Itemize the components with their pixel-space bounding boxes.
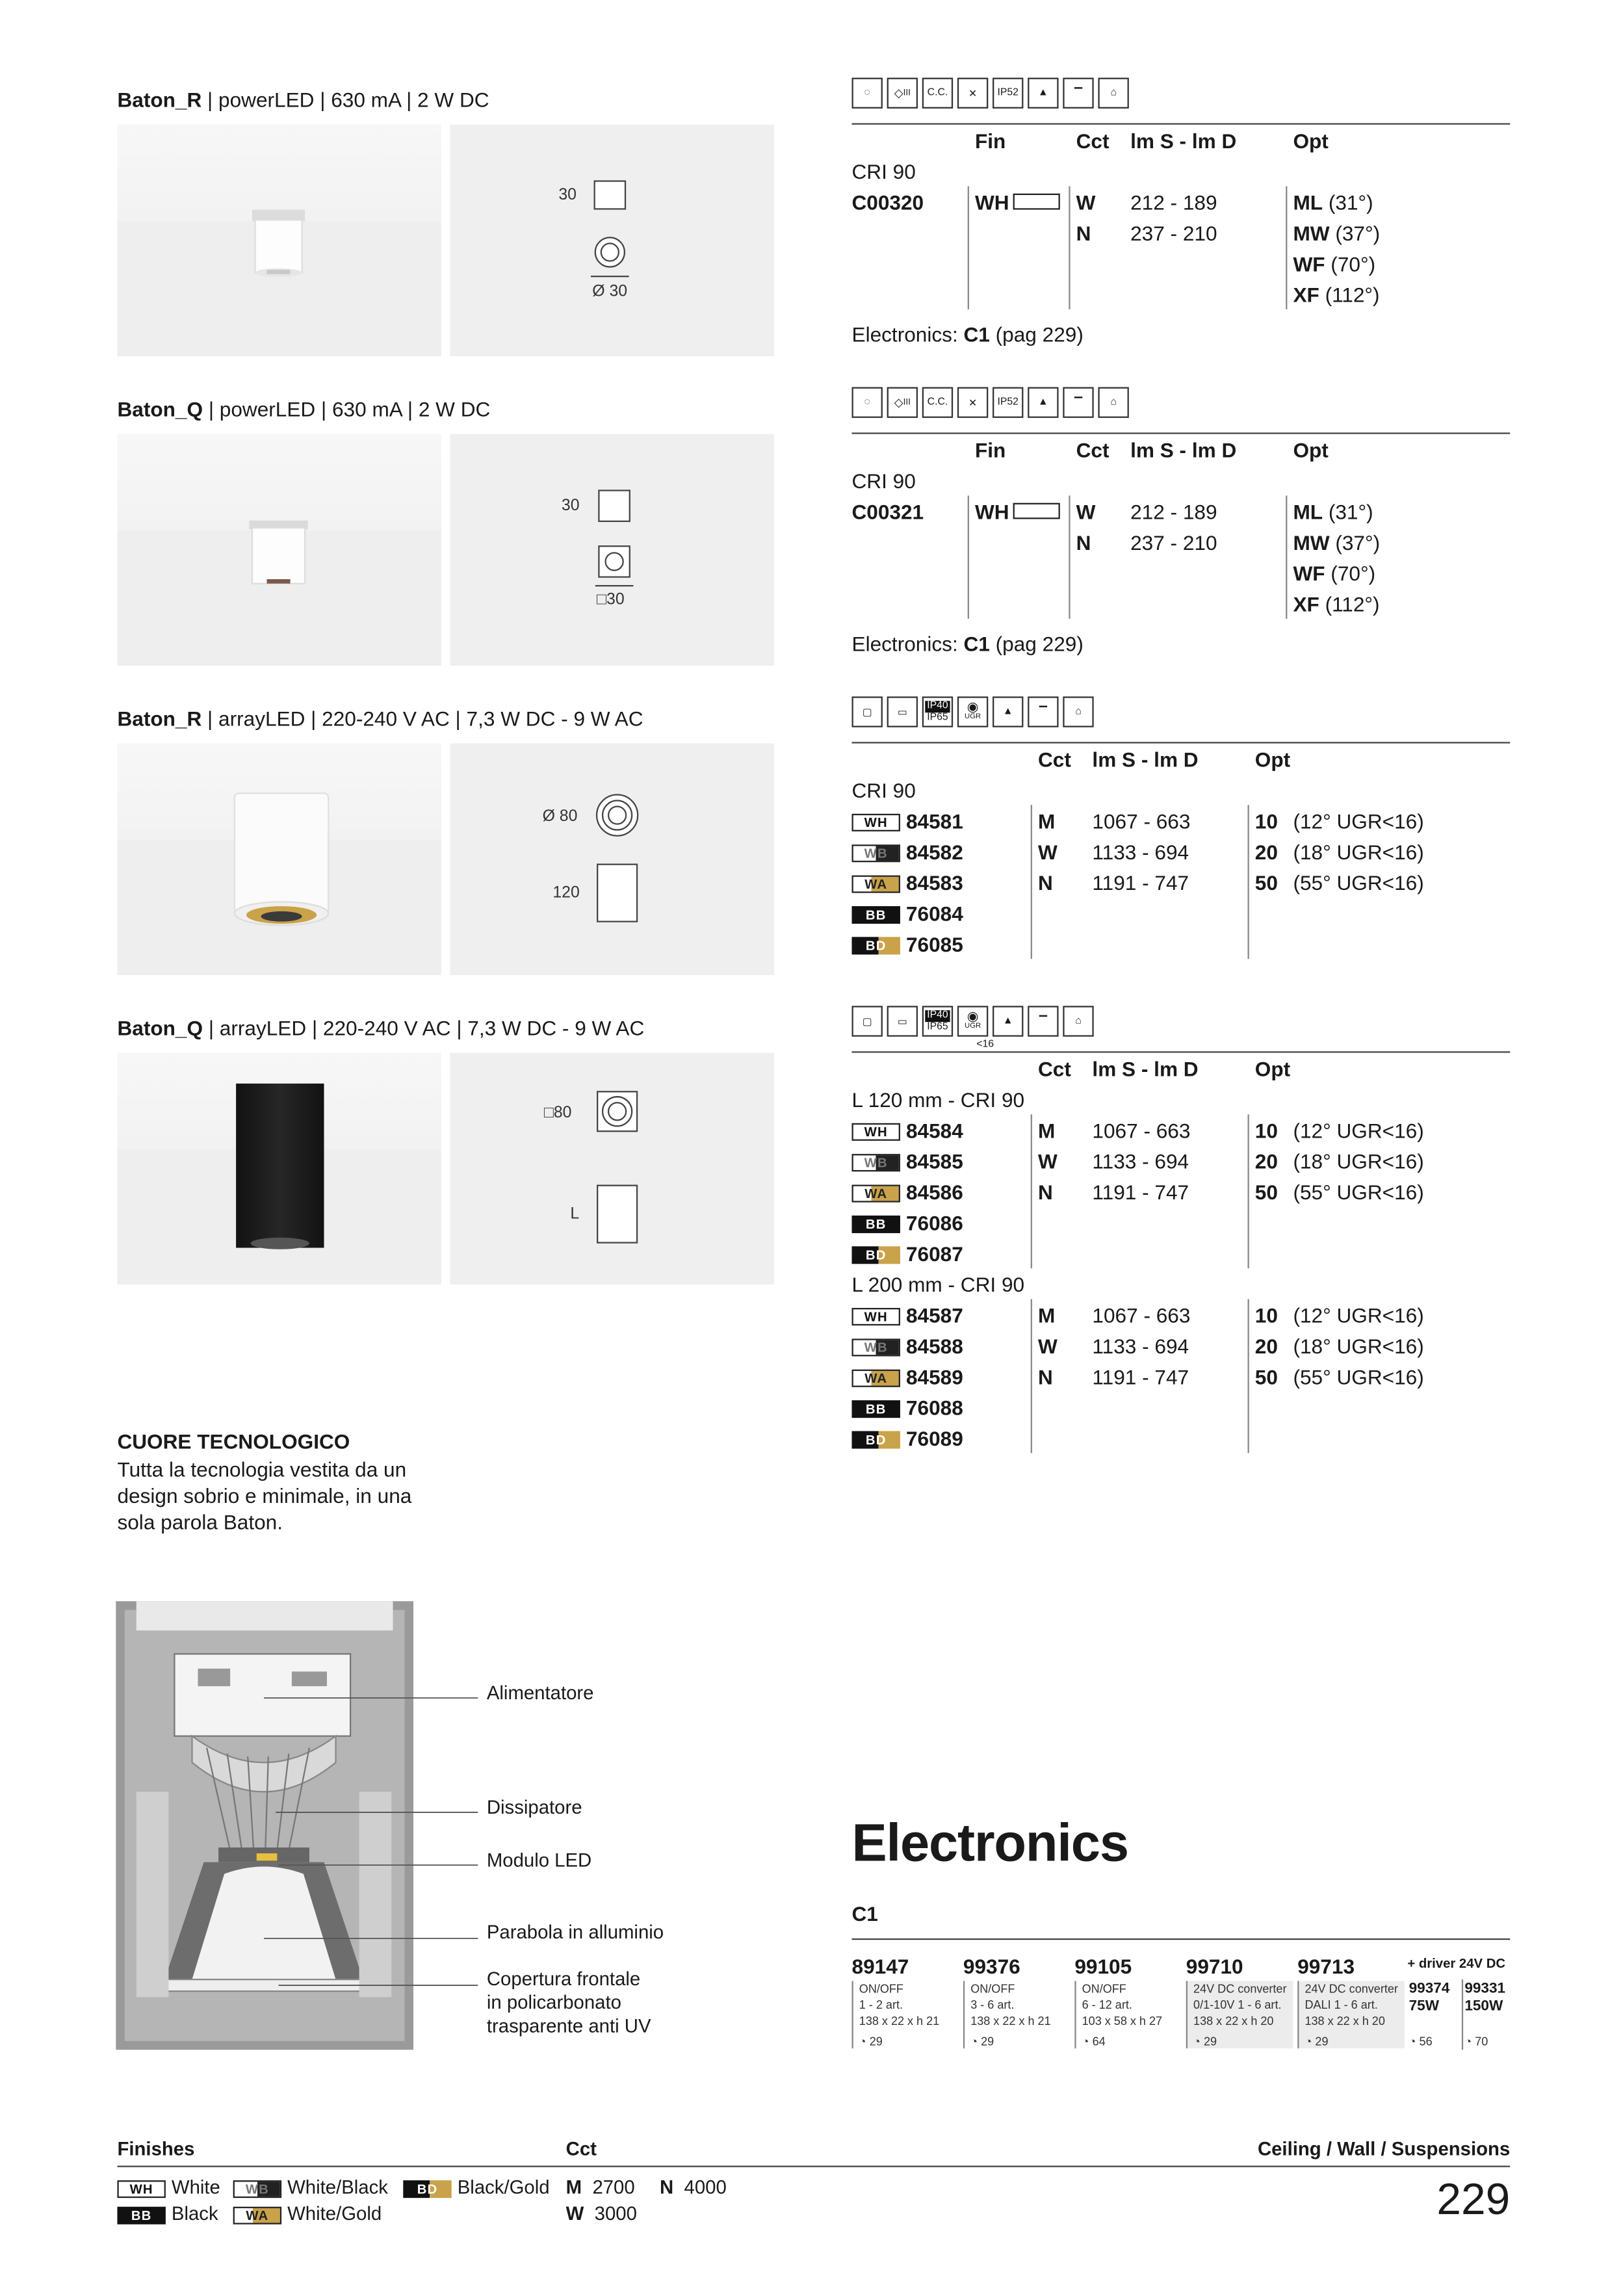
product-photo-1 xyxy=(117,125,441,356)
ip-rating-icon: IP40 IP65 xyxy=(922,1006,953,1036)
optic-code: 50 xyxy=(1254,870,1278,894)
optic-desc: (55° UGR<16) xyxy=(1293,1364,1424,1389)
electronics-ref[interactable]: Electronics: C1 (pag 229) xyxy=(851,632,1084,656)
product-name: Baton_Q xyxy=(117,397,203,421)
finish-badge-wb: WB xyxy=(233,2180,281,2198)
product-title-4 xyxy=(117,1016,644,1039)
optic-code: 20 xyxy=(1254,1334,1278,1358)
electronics-type: 24V DC converter xyxy=(1305,1982,1398,1996)
optic-wf: WF (70°) xyxy=(1293,252,1376,276)
class-iii-icon: ◇ III xyxy=(887,78,918,109)
product-code: 84584 xyxy=(905,1119,963,1143)
class-iii-icon: ◇ III xyxy=(887,387,918,417)
product-code: 84589 xyxy=(905,1364,963,1389)
electronics-size: 103 x 58 x h 27 xyxy=(1082,2015,1163,2028)
col-cct: Cct xyxy=(1037,748,1071,772)
ugr-eye-icon: ◉ UGR xyxy=(957,696,988,727)
product-code: 84587 xyxy=(905,1303,963,1327)
product-code: 84588 xyxy=(905,1334,963,1358)
dim-height: 30 xyxy=(561,497,580,515)
product-code: 76084 xyxy=(905,902,963,926)
lumen-value: 1133 - 694 xyxy=(1092,1334,1189,1358)
ceiling-mount-icon: ▔ xyxy=(1063,387,1093,417)
col-cct: Cct xyxy=(1037,1057,1071,1081)
cct-value: N xyxy=(1037,1364,1053,1389)
cct-value: W xyxy=(1037,1334,1058,1358)
col-cct: Cct xyxy=(1076,438,1110,462)
electronics-type: ON/OFF xyxy=(970,1982,1015,1996)
label-alimentatore: Alimentatore xyxy=(486,1682,594,1704)
dim-height: 120 xyxy=(552,884,580,902)
product-code: 84585 xyxy=(905,1149,963,1173)
optic-desc: (18° UGR<16) xyxy=(1293,1149,1424,1173)
group-label: L 200 mm - CRI 90 xyxy=(851,1272,1025,1296)
finish-name: White/Black xyxy=(287,2176,388,2198)
dim-diameter: Ø 80 xyxy=(542,807,578,826)
cri-label: CRI 90 xyxy=(851,159,916,183)
icon-row-4 xyxy=(852,1006,1094,1036)
optic-code: 50 xyxy=(1254,1180,1278,1204)
cct-w: W 3000 xyxy=(565,2202,637,2224)
page-number: 229 xyxy=(1436,2176,1511,2224)
cri-label: CRI 90 xyxy=(851,778,916,802)
electronics-subtitle: C1 xyxy=(851,1901,878,1925)
side-view-drawing xyxy=(598,489,630,522)
constant-current-icon: C.C. xyxy=(922,78,953,109)
finish-badge: WB xyxy=(852,1338,900,1356)
finish-badge: WA xyxy=(852,1185,900,1203)
optic-code: 10 xyxy=(1254,1303,1278,1327)
col-opt: Opt xyxy=(1293,438,1329,462)
product-name: Baton_Q xyxy=(117,1016,203,1040)
front-view-drawing xyxy=(594,236,627,268)
product-name: Baton_R xyxy=(117,88,202,112)
surface-mount-icon: ⌂ xyxy=(1063,1006,1093,1036)
cct-value: M xyxy=(1037,1303,1056,1327)
electronics-code: 99105 xyxy=(1074,1954,1132,1978)
electronics-range: 0/1-10V 1 - 6 art. xyxy=(1193,1998,1282,2012)
side-view-drawing xyxy=(594,180,627,209)
cct-value: M xyxy=(1037,809,1056,833)
label-copertura: Copertura frontale in policarbonato trasparente anti UV xyxy=(486,1968,651,2037)
dim-diameter: Ø 30 xyxy=(592,283,628,301)
lumen-value: 1067 - 663 xyxy=(1092,1303,1191,1327)
optic-desc: (55° UGR<16) xyxy=(1293,1180,1424,1204)
page-ref: ◔ 29 xyxy=(1305,2035,1329,2049)
optic-ml: ML (31°) xyxy=(1293,500,1373,524)
cct-value: W xyxy=(1076,190,1096,215)
square-icon: ▢ xyxy=(852,696,883,727)
cuore-title: CUORE TECNOLOGICO xyxy=(117,1429,350,1454)
lumen-value: 1191 - 747 xyxy=(1092,1180,1189,1204)
product-code: 84581 xyxy=(905,809,963,833)
dim-side: □80 xyxy=(543,1104,572,1122)
page-ref: ◔ 29 xyxy=(970,2035,994,2049)
no-cover-icon: ✕ xyxy=(957,78,988,109)
col-opt: Opt xyxy=(1254,748,1291,772)
label-modulo-led: Modulo LED xyxy=(486,1849,592,1872)
optic-desc: (12° UGR<16) xyxy=(1293,1303,1424,1327)
electronics-code: 99376 xyxy=(963,1954,1020,1978)
surface-mount-icon: ⌂ xyxy=(1098,78,1128,109)
ugr-eye-icon: ◉ UGR xyxy=(957,1006,988,1036)
col-opt: Opt xyxy=(1293,129,1329,153)
downlight-icon: ▲ xyxy=(1028,387,1058,417)
electronics-title: Electronics xyxy=(851,1812,1128,1873)
downlight-icon: ▲ xyxy=(1028,78,1058,109)
cct-n: N 4000 xyxy=(660,2176,727,2198)
electronics-type: ON/OFF xyxy=(859,1982,903,1996)
col-opt: Opt xyxy=(1254,1057,1291,1081)
product-code: 76089 xyxy=(905,1426,963,1450)
lumen-value: 1133 - 694 xyxy=(1092,840,1189,864)
cct-value: N xyxy=(1037,1180,1053,1204)
electronics-type: 24V DC converter xyxy=(1193,1982,1287,1996)
ip52-icon: IP52 xyxy=(993,387,1023,417)
page-ref: ◔ 29 xyxy=(859,2035,883,2049)
group-label: L 120 mm - CRI 90 xyxy=(851,1088,1025,1112)
product-drawing-4 xyxy=(450,1053,773,1285)
electronics-ref[interactable]: Electronics: C1 (pag 229) xyxy=(851,322,1084,346)
optic-code: 50 xyxy=(1254,1364,1278,1389)
optic-desc: (18° UGR<16) xyxy=(1293,840,1424,864)
ugr-note: <16 xyxy=(976,1039,994,1050)
cct-value: W xyxy=(1076,500,1096,524)
icon-row-1 xyxy=(852,78,1129,109)
lumen-value: 212 - 189 xyxy=(1130,190,1217,215)
finish-name: Black/Gold xyxy=(457,2176,550,2198)
page-ref: ◔ 64 xyxy=(1082,2035,1106,2049)
square-fixture-small-image xyxy=(240,519,317,592)
electronics-range: 1 - 2 art. xyxy=(859,1998,903,2012)
electronics-type: ON/OFF xyxy=(1082,1982,1126,1996)
finish-badge: WA xyxy=(852,1370,900,1387)
finish-badge: BB xyxy=(852,906,900,924)
lumen-value: 1067 - 663 xyxy=(1092,809,1191,833)
cri-label: CRI 90 xyxy=(851,469,916,493)
surface-mount-icon: ⌂ xyxy=(1098,387,1128,417)
driver-label: + driver 24V DC xyxy=(1407,1955,1506,1971)
finish-code: WH xyxy=(974,500,1009,524)
dim-height: 30 xyxy=(558,186,577,204)
product-code: C00321 xyxy=(851,500,924,524)
ceiling-mount-icon: ▔ xyxy=(1028,696,1058,727)
product-name: Baton_R xyxy=(117,707,202,731)
icon-row-2 xyxy=(852,387,1129,417)
finish-badge-bb: BB xyxy=(117,2207,165,2224)
round-fixture-large-image xyxy=(223,787,340,934)
product-title-3 xyxy=(117,707,643,730)
optic-mw: MW (37°) xyxy=(1293,221,1381,245)
finish-badge: WB xyxy=(852,1154,900,1171)
product-drawing-2 xyxy=(450,434,773,666)
driver-code: 99331 xyxy=(1464,1981,1506,1998)
dim-length: L xyxy=(570,1205,580,1223)
product-drawing-1 xyxy=(450,125,773,356)
finish-badge-bd: BD xyxy=(403,2180,451,2198)
driver-icon: ▭ xyxy=(887,696,918,727)
cable-icon: ◌ xyxy=(852,387,883,417)
col-fin: Fin xyxy=(974,438,1006,462)
finish-badge-wa: WA xyxy=(233,2207,281,2224)
ip52-icon: IP52 xyxy=(993,78,1023,109)
front-view-drawing xyxy=(598,545,630,578)
finish-badge: WB xyxy=(852,844,900,862)
electronics-range: 3 - 6 art. xyxy=(970,1998,1015,2012)
product-code: 76086 xyxy=(905,1211,963,1235)
page-ref: ◔ 56 xyxy=(1409,2035,1433,2049)
product-code: 84586 xyxy=(905,1180,963,1204)
product-photo-3 xyxy=(117,744,441,975)
electronics-size: 138 x 22 x h 21 xyxy=(859,2015,940,2028)
col-cct: Cct xyxy=(1076,129,1110,153)
lumen-value: 1191 - 747 xyxy=(1092,870,1189,894)
side-view-drawing xyxy=(597,864,638,922)
product-code: 84582 xyxy=(905,840,963,864)
finish-badge: BB xyxy=(852,1400,900,1418)
ceiling-mount-icon: ▔ xyxy=(1063,78,1093,109)
col-lm: lm S - lm D xyxy=(1130,438,1237,462)
square-icon: ▢ xyxy=(852,1006,883,1036)
cct-value: W xyxy=(1037,1149,1058,1173)
product-code: C00320 xyxy=(851,190,924,215)
product-title-2 xyxy=(117,397,490,421)
driver-watt: 75W xyxy=(1409,1998,1440,2015)
finish-badge: WA xyxy=(852,876,900,893)
no-cover-icon: ✕ xyxy=(957,387,988,417)
product-photo-2 xyxy=(117,434,441,666)
surface-mount-icon: ⌂ xyxy=(1063,696,1093,727)
optic-code: 10 xyxy=(1254,809,1278,833)
product-spec: | arrayLED | 220-240 V AC | 7,3 W DC - 9 W AC xyxy=(201,707,643,731)
optic-ml: ML (31°) xyxy=(1293,190,1373,215)
front-view-drawing xyxy=(597,1091,638,1132)
finish-badge: WH xyxy=(852,814,900,831)
product-code: 76088 xyxy=(905,1396,963,1420)
square-fixture-black-image xyxy=(231,1079,328,1262)
finish-name: Black xyxy=(171,2202,218,2224)
side-view-drawing xyxy=(597,1185,638,1244)
cct-value: N xyxy=(1076,530,1091,554)
lumen-value: 1191 - 747 xyxy=(1092,1364,1189,1389)
page-ref: ◔ 70 xyxy=(1464,2035,1488,2049)
finish-swatch-white xyxy=(1013,194,1060,210)
category-title: Ceiling / Wall / Suspensions xyxy=(1257,2137,1511,2160)
ceiling-mount-icon: ▔ xyxy=(1028,1006,1058,1036)
optic-desc: (12° UGR<16) xyxy=(1293,809,1424,833)
electronics-code: 99713 xyxy=(1297,1954,1355,1978)
electronics-size: 138 x 22 x h 21 xyxy=(970,2015,1051,2028)
downlight-icon: ▲ xyxy=(993,1006,1023,1036)
finish-swatch-white xyxy=(1013,503,1060,519)
driver-watt: 150W xyxy=(1464,1998,1503,2015)
finish-badge: WH xyxy=(852,1123,900,1141)
lumen-value: 1067 - 663 xyxy=(1092,1119,1191,1143)
col-lm: lm S - lm D xyxy=(1092,748,1199,772)
downlight-icon: ▲ xyxy=(993,696,1023,727)
lumen-value: 237 - 210 xyxy=(1130,221,1217,245)
finish-badge: BD xyxy=(852,1246,900,1264)
cct-value: N xyxy=(1037,870,1053,894)
icon-row-3 xyxy=(852,696,1094,727)
optic-code: 10 xyxy=(1254,1119,1278,1143)
finishes-title: Finishes xyxy=(117,2137,195,2160)
optic-desc: (12° UGR<16) xyxy=(1293,1119,1424,1143)
round-fixture-small-image xyxy=(235,205,322,286)
finish-badge: BB xyxy=(852,1216,900,1233)
finish-badge: WH xyxy=(852,1308,900,1325)
driver-code: 99374 xyxy=(1409,1981,1450,1998)
finish-badge-wh: WH xyxy=(117,2180,165,2198)
col-lm: lm S - lm D xyxy=(1092,1057,1199,1081)
constant-current-icon: C.C. xyxy=(922,387,953,417)
cct-title: Cct xyxy=(565,2137,597,2160)
electronics-range: 6 - 12 art. xyxy=(1082,1998,1132,2012)
electronics-size: 138 x 22 x h 20 xyxy=(1193,2015,1274,2028)
electronics-range: DALI 1 - 6 art. xyxy=(1305,1998,1378,2012)
lumen-value: 237 - 210 xyxy=(1130,530,1217,554)
optic-xf: XF (112°) xyxy=(1293,283,1380,307)
finish-code: WH xyxy=(974,190,1009,215)
col-fin: Fin xyxy=(974,129,1006,153)
lumen-value: 1133 - 694 xyxy=(1092,1149,1189,1173)
product-drawing-3 xyxy=(450,744,773,975)
product-title-1 xyxy=(117,88,489,111)
front-view-drawing xyxy=(595,793,640,837)
product-spec: | powerLED | 630 mA | 2 W DC xyxy=(201,88,489,112)
optic-desc: (18° UGR<16) xyxy=(1293,1334,1424,1358)
label-parabola: Parabola in alluminio xyxy=(486,1920,664,1943)
product-code: 76087 xyxy=(905,1242,963,1266)
cct-value: M xyxy=(1037,1119,1056,1143)
label-dissipatore: Dissipatore xyxy=(486,1796,582,1818)
cct-m: M 2700 xyxy=(565,2176,635,2198)
electronics-code: 99710 xyxy=(1186,1954,1243,1978)
ip-rating-icon: IP40 IP65 xyxy=(922,696,953,727)
lumen-value: 212 - 189 xyxy=(1130,500,1217,524)
electronics-code: 89147 xyxy=(851,1954,909,1978)
cuore-description: Tutta la tecnologia vestita da un design sobrio e minimale, in una sola parola Baton. xyxy=(117,1457,412,1534)
optic-mw: MW (37°) xyxy=(1293,530,1381,554)
optic-code: 20 xyxy=(1254,840,1278,864)
product-code: 84583 xyxy=(905,870,963,894)
page-ref: ◔ 29 xyxy=(1193,2035,1217,2049)
cct-value: W xyxy=(1037,840,1058,864)
electronics-size: 138 x 22 x h 20 xyxy=(1305,2015,1385,2028)
finish-name: White/Gold xyxy=(287,2202,382,2224)
finish-name: White xyxy=(171,2176,220,2198)
optic-desc: (55° UGR<16) xyxy=(1293,870,1424,894)
optic-xf: XF (112°) xyxy=(1293,592,1380,616)
product-spec: | arrayLED | 220-240 V AC | 7,3 W DC - 9 W AC xyxy=(203,1016,645,1040)
finish-badge: BD xyxy=(852,1431,900,1448)
cutaway-leader-lines xyxy=(220,1686,484,2009)
finish-badge: BD xyxy=(852,937,900,954)
dim-side: □30 xyxy=(597,591,625,609)
optic-code: 20 xyxy=(1254,1149,1278,1173)
product-photo-4 xyxy=(117,1053,441,1285)
cable-icon: ◌ xyxy=(852,78,883,109)
product-code: 76085 xyxy=(905,932,963,956)
optic-wf: WF (70°) xyxy=(1293,561,1376,585)
cct-value: N xyxy=(1076,221,1091,245)
driver-icon: ▭ xyxy=(887,1006,918,1036)
product-spec: | powerLED | 630 mA | 2 W DC xyxy=(203,397,491,421)
col-lm: lm S - lm D xyxy=(1130,129,1237,153)
